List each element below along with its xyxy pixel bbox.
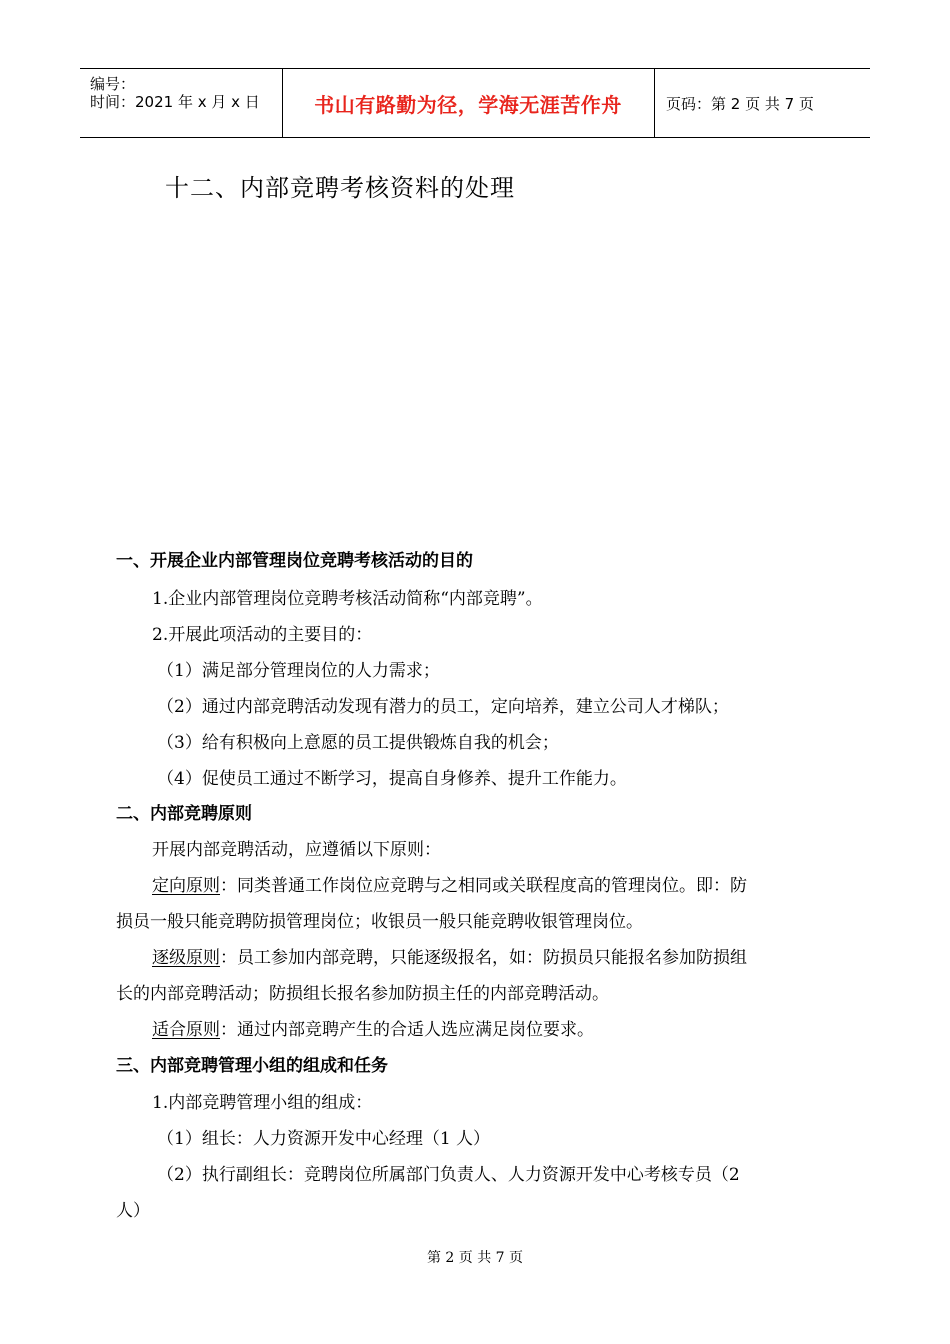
principle-stepwise	[152, 943, 747, 968]
list-item: （2）通过内部竞聘活动发现有潜力的员工，定向培养，建立公司人才梯队；	[157, 697, 729, 717]
principle-text: ：通过内部竞聘产生的合适人选应满足岗位要求。	[220, 1020, 594, 1040]
header-motto: 书山有路勤为径，学海无涯苦作舟	[282, 69, 655, 137]
paragraph: 开展内部竞聘活动，应遵循以下原则：	[152, 840, 441, 860]
paragraph: 2.开展此项活动的主要目的：	[152, 625, 373, 645]
section-title-2: 二、内部竞聘原则	[116, 804, 252, 824]
header-page-label: 页码：第 2 页 共 7 页	[666, 94, 814, 113]
time-label: 时间：2021 年 x 月 x 日	[90, 93, 260, 111]
paragraph-continuation: 损员一般只能竞聘防损管理岗位；收银员一般只能竞聘收银管理岗位。	[116, 912, 643, 932]
paragraph: 1.企业内部管理岗位竞聘考核活动简称“内部竞聘”。	[152, 589, 543, 609]
number-label: 编号：	[90, 75, 136, 93]
list-item: （1）满足部分管理岗位的人力需求；	[157, 661, 440, 681]
list-item: （2）执行副组长：竞聘岗位所属部门负责人、人力资源开发中心考核专员（2	[157, 1165, 740, 1185]
principle-label: 逐级原则	[152, 948, 220, 968]
paragraph: 1.内部竞聘管理小组的组成：	[152, 1093, 373, 1113]
list-item: （4）促使员工通过不断学习，提高自身修养、提升工作能力。	[157, 769, 627, 789]
principle-suitable	[152, 1015, 594, 1040]
section-title-1: 一、开展企业内部管理岗位竞聘考核活动的目的	[116, 551, 473, 571]
section-title-3: 三、内部竞聘管理小组的组成和任务	[116, 1056, 388, 1076]
list-item: （1）组长：人力资源开发中心经理（1 人）	[157, 1129, 491, 1149]
header-meta-cell	[80, 69, 283, 137]
paragraph-continuation: 人）	[116, 1201, 150, 1221]
document-header	[80, 68, 870, 138]
principle-text: ：员工参加内部竞聘，只能逐级报名，如：防损员只能报名参加防损组	[220, 948, 747, 968]
principle-label: 适合原则	[152, 1020, 220, 1040]
principle-label: 定向原则	[152, 876, 220, 896]
list-item: （3）给有积极向上意愿的员工提供锻炼自我的机会；	[157, 733, 559, 753]
paragraph-continuation: 长的内部竞聘活动；防损组长报名参加防损主任的内部竞聘活动。	[116, 984, 609, 1004]
principle-text: ：同类普通工作岗位应竞聘与之相同或关联程度高的管理岗位。即：防	[220, 876, 747, 896]
chapter-title: 十二、内部竞聘考核资料的处理	[165, 174, 515, 202]
principle-directional	[152, 871, 747, 896]
page-footer: 第 2 页 共 7 页	[426, 1250, 524, 1266]
